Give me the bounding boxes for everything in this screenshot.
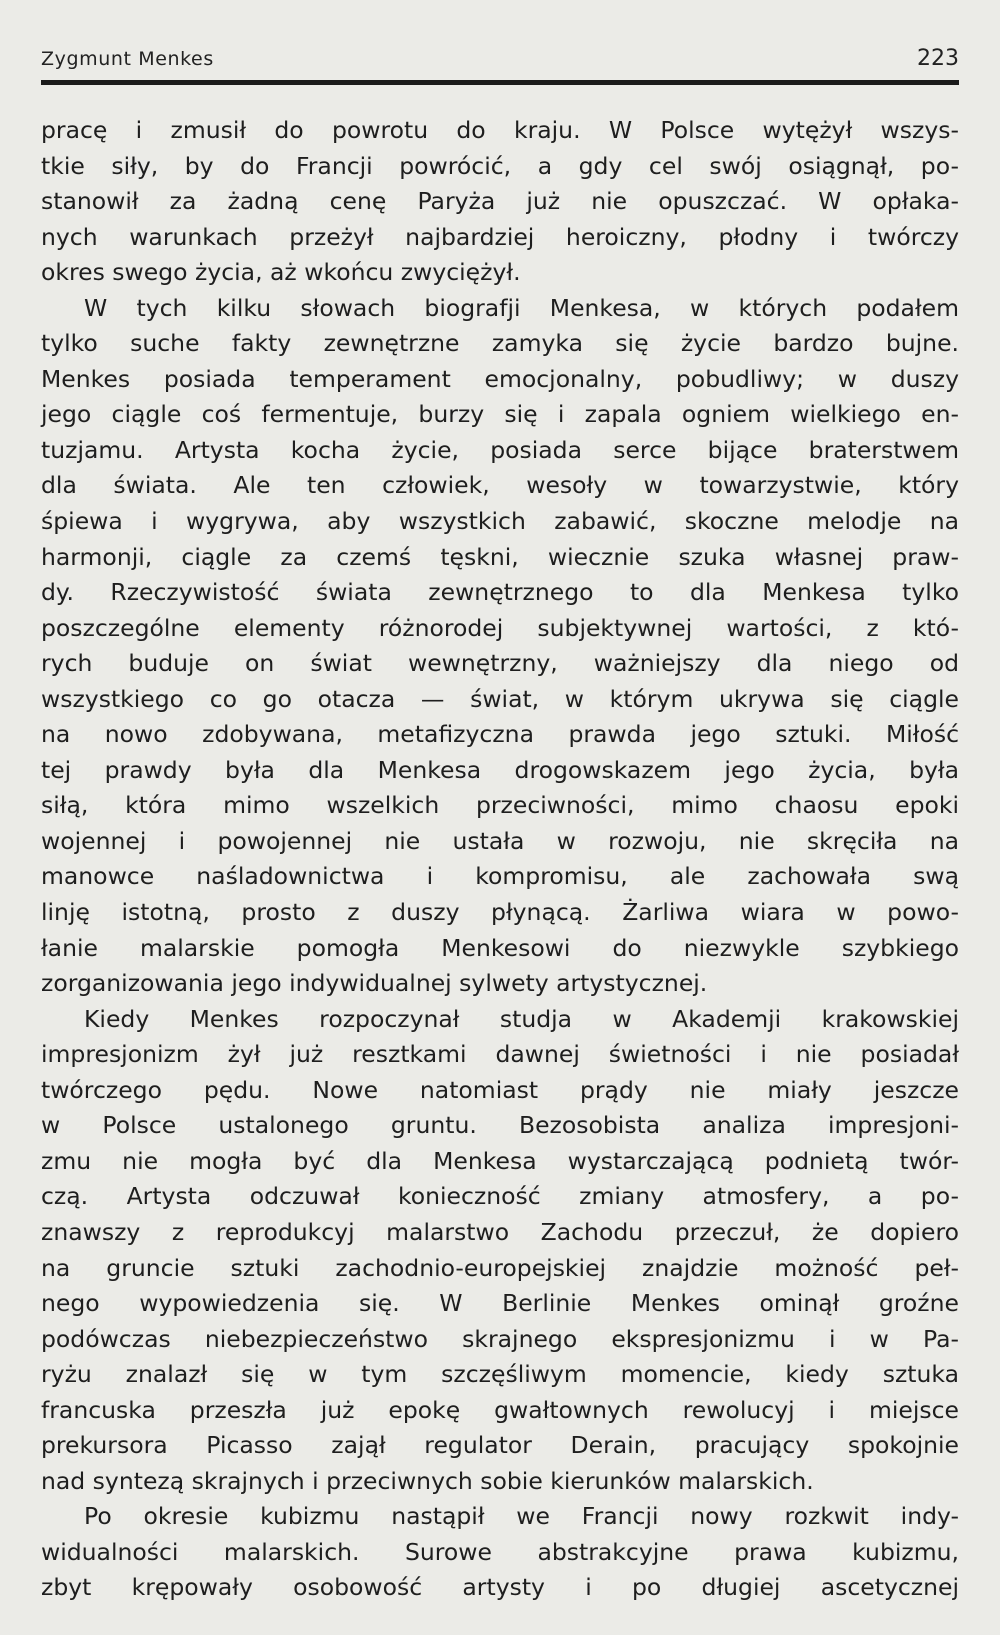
header-rule — [41, 80, 959, 85]
text-line: Po okresie kubizmu nastąpił we Francji nowy rozkwit indy- — [84, 1502, 959, 1531]
text-line: poszczególne elementy różnorodej subjektywnej wartości, z któ- — [41, 613, 959, 642]
text-line: W tych kilku słowach biografji Menkesa, w których podałem — [84, 293, 959, 322]
text-line: śpiewa i wygrywa, aby wszystkich zabawić, skoczne melodje na — [41, 507, 959, 536]
text-line: podówczas niebezpieczeństwo skrajnego ekspresjonizmu i w Pa- — [41, 1324, 959, 1353]
text-line: Menkes posiada temperament emocjonalny, pobudliwy; w duszy — [41, 364, 959, 393]
running-head: Zygmunt Menkes — [41, 48, 214, 70]
text-line: rych buduje on świat wewnętrzny, ważniejszy dla niego od — [41, 649, 959, 678]
text-line: Kiedy Menkes rozpoczynał studja w Akademji krakowskiej — [84, 1004, 959, 1033]
body-text — [41, 113, 959, 1606]
text-line: okres swego życia, aż wkońcu zwyciężył. — [41, 258, 521, 287]
text-line: zorganizowania jego indywidualnej sylwety artystycznej. — [41, 969, 708, 998]
text-line: francuska przeszła już epokę gwałtownych rewolucyj i miejsce — [41, 1395, 959, 1424]
text-line: tkie siły, by do Francji powrócić, a gdy cel swój osiągnął, po- — [41, 151, 959, 180]
text-line: dla świata. Ale ten człowiek, wesoły w towarzystwie, który — [41, 471, 959, 500]
text-line: impresjonizm żył już resztkami dawnej świetności i nie posiadał — [41, 1040, 959, 1069]
text-line: siłą, która mimo wszelkich przeciwności, mimo chaosu epoki — [41, 791, 959, 820]
text-line: linję istotną, prosto z duszy płynącą. Żarliwa wiara w powo- — [41, 898, 959, 927]
text-line: zbyt krępowały osobowość artysty i po długiej ascetycznej — [41, 1573, 959, 1602]
text-line: tylko suche fakty zewnętrzne zamyka się życie bardzo bujne. — [41, 329, 959, 358]
text-line: wojennej i powojennej nie ustała w rozwoju, nie skręciła na — [41, 826, 959, 855]
text-line: tuzjamu. Artysta kocha życie, posiada serce bijące braterstwem — [41, 435, 959, 464]
text-line: jego ciągle coś fermentuje, burzy się i zapala ogniem wielkiego en- — [41, 400, 959, 429]
text-line: tej prawdy była dla Menkesa drogowskazem jego życia, była — [41, 755, 959, 784]
text-line: na gruncie sztuki zachodnio-europejskiej znajdzie możność peł- — [41, 1253, 959, 1282]
text-line: nych warunkach przeżył najbardziej heroiczny, płodny i twórczy — [41, 222, 959, 251]
text-line: prekursora Picasso zajął regulator Derain, pracujący spokojnie — [41, 1431, 959, 1460]
text-line: dy. Rzeczywistość świata zewnętrznego to dla Menkesa tylko — [41, 578, 959, 607]
page-header — [41, 44, 959, 76]
text-line: stanowił za żadną cenę Paryża już nie opuszczać. W opłaka- — [41, 187, 959, 216]
text-line: wszystkiego co go otacza — świat, w którym ukrywa się ciągle — [41, 684, 959, 713]
text-line: ryżu znalazł się w tym szczęśliwym momencie, kiedy sztuka — [41, 1360, 959, 1389]
text-line: nego wypowiedzenia się. W Berlinie Menkes ominął groźne — [41, 1289, 959, 1318]
text-line: manowce naśladownictwa i kompromisu, ale zachowała swą — [41, 862, 959, 891]
text-line: w Polsce ustalonego gruntu. Bezosobista analiza impresjoni- — [41, 1111, 959, 1140]
text-line: znawszy z reprodukcyj malarstwo Zachodu przeczuł, że dopiero — [41, 1217, 959, 1246]
text-line: łanie malarskie pomogła Menkesowi do niezwykle szybkiego — [41, 933, 959, 962]
text-line: na nowo zdobywana, metafizyczna prawda jego sztuki. Miłość — [41, 720, 959, 749]
text-line: widualności malarskich. Surowe abstrakcyjne prawa kubizmu, — [41, 1537, 959, 1566]
text-line: twórczego pędu. Nowe natomiast prądy nie miały jeszcze — [41, 1075, 959, 1104]
text-line: harmonji, ciągle za czemś tęskni, wiecznie szuka własnej praw- — [41, 542, 959, 571]
text-line: nad syntezą skrajnych i przeciwnych sobie kierunków malarskich. — [41, 1466, 814, 1495]
text-line: pracę i zmusił do powrotu do kraju. W Polsce wytężył wszys- — [41, 116, 959, 144]
text-line: czą. Artysta odczuwał konieczność zmiany atmosfery, a po- — [41, 1182, 959, 1211]
text-line: zmu nie mogła być dla Menkesa wystarczającą podnietą twór- — [41, 1146, 959, 1175]
page-number: 223 — [917, 46, 959, 71]
